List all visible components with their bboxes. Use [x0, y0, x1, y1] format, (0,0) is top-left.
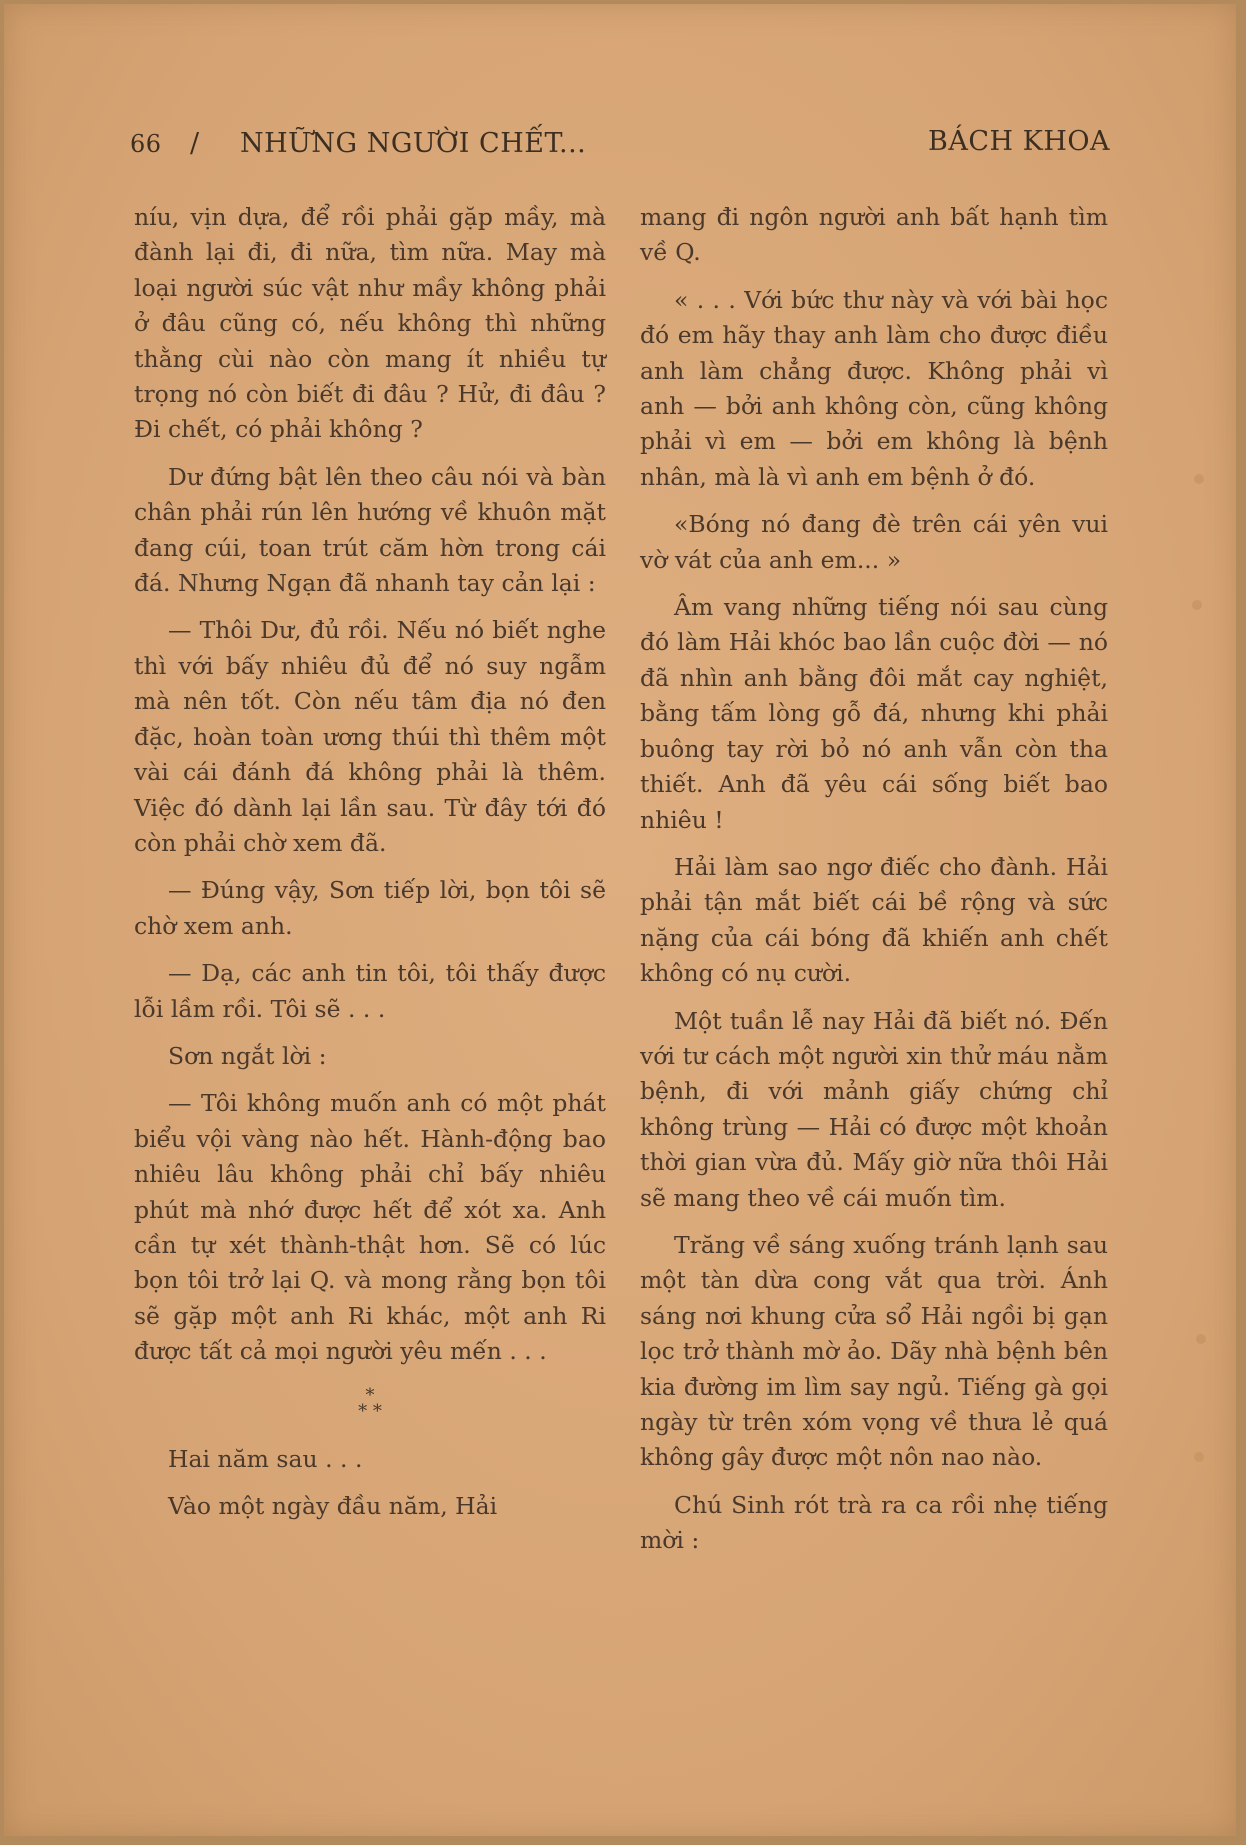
journal-name: BÁCH KHOA: [928, 126, 1110, 157]
running-header: [130, 126, 1110, 170]
paragraph: — Dạ, các anh tin tôi, tôi thấy được lỗi lầm rồi. Tôi sẽ . . .: [134, 959, 606, 1023]
right-column: [640, 200, 1108, 1571]
paragraph: Hải làm sao ngơ điếc cho đành. Hải phải tận mắt biết cái bề rộng và sức nặng của cái bóng đã khiến anh chết không có nụ cười.: [640, 852, 1108, 988]
paper-stain: [1194, 1452, 1204, 1462]
paragraph: — Thôi Dư, đủ rồi. Nếu nó biết nghe thì với bấy nhiêu đủ để nó suy ngẫm mà nên tốt. Còn nếu tâm địa nó đen đặc, hoàn toàn ương thúi thì thêm một vài cái đánh đá không phải là thêm. Việc đó dành lại lần sau. Từ đây tới đó còn phải chờ xem đã.: [134, 616, 606, 857]
paragraph: mang đi ngôn người anh bất hạnh tìm về Q.: [640, 203, 1108, 267]
paragraph: Dư đứng bật lên theo câu nói và bàn chân phải rún lên hướng về khuôn mặt đang cúi, toan trút căm hờn trong cái đá. Nhưng Ngạn đã nhanh tay cản lại :: [134, 462, 606, 598]
section-break-stars: * *: [358, 1400, 382, 1422]
paper-stain: [1192, 600, 1202, 610]
paragraph: — Đúng vậy, Sơn tiếp lời, bọn tôi sẽ chờ xem anh.: [134, 876, 606, 940]
paragraph: Trăng về sáng xuống tránh lạnh sau một tàn dừa cong vắt qua trời. Ánh sáng nơi khung cửa sổ Hải ngồi bị gạn lọc trở thành mờ ảo. Dãy nhà bệnh bên kia đường im lìm say ngủ. Tiếng gà gọi ngày từ trên xóm vọng về thưa lẻ quá không gây được một nôn nao nào.: [640, 1230, 1108, 1472]
paragraph: «Bóng nó đang đè trên cái yên vui vờ vát của anh em... »: [640, 510, 1108, 574]
paragraph: Sơn ngắt lời :: [168, 1041, 327, 1070]
paragraph: Hai năm sau . . .: [168, 1444, 363, 1473]
header-separator: /: [190, 128, 200, 159]
paper-stain: [1196, 1334, 1206, 1344]
paper-stain: [1194, 474, 1204, 484]
paragraph: Âm vang những tiếng nói sau cùng đó làm Hải khóc bao lần cuộc đời — nó đã nhìn anh bằng đôi mắt cay nghiệt, bằng tấm lòng gỗ đá, nhưng khi phải buông tay rời bỏ nó anh vẫn còn tha thiết. Anh đã yêu cái sống biết bao nhiêu !: [640, 593, 1108, 834]
section-break: [134, 1384, 606, 1422]
paragraph: Vào một ngày đầu năm, Hải: [168, 1492, 498, 1520]
book-page: [4, 4, 1236, 1836]
paragraph: níu, vịn dựa, để rồi phải gặp mầy, mà đành lại đi, đi nữa, tìm nữa. May mà loại người súc vật như mầy không phải ở đâu cũng có, nếu không thì những thằng cùi nào còn mang ít nhiều tự trọng nó còn biết đi đâu ? Hử, đi đâu ? Đi chết, có phải không ?: [134, 203, 606, 444]
paragraph: — Tôi không muốn anh có một phát biểu vội vàng nào hết. Hành-động bao nhiêu lâu không phải chỉ bấy nhiêu phút mà nhớ được hết để xót xa. Anh cần tự xét thành-thật hơn. Sẽ có lúc bọn tôi trở lại Q. và mong rằng bọn tôi sẽ gặp một anh Ri khác, một anh Ri được tất cả mọi người yêu mến . . .: [134, 1089, 606, 1366]
paragraph: « . . . Với bức thư này và với bài học đó em hãy thay anh làm cho được điều anh làm chẳng được. Không phải vì anh — bởi anh không còn, cũng không phải vì em — bởi em không là bệnh nhân, mà là vì anh em bệnh ở đó.: [640, 285, 1108, 491]
page-number: 66: [130, 130, 162, 158]
paragraph: Một tuần lễ nay Hải đã biết nó. Đến với tư cách một người xin thử máu nằm bệnh, đi với mảnh giấy chứng chỉ không trùng — Hải có được một khoản thời gian vừa đủ. Mấy giờ nữa thôi Hải sẽ mang theo về cái muốn tìm.: [640, 1006, 1108, 1212]
section-break-star: *: [365, 1384, 375, 1406]
paragraph: Chú Sinh rót trà ra ca rồi nhẹ tiếng mời :: [640, 1490, 1108, 1555]
header-title: NHỮNG NGƯỜI CHẾT...: [240, 128, 587, 159]
left-column: [134, 200, 606, 1536]
